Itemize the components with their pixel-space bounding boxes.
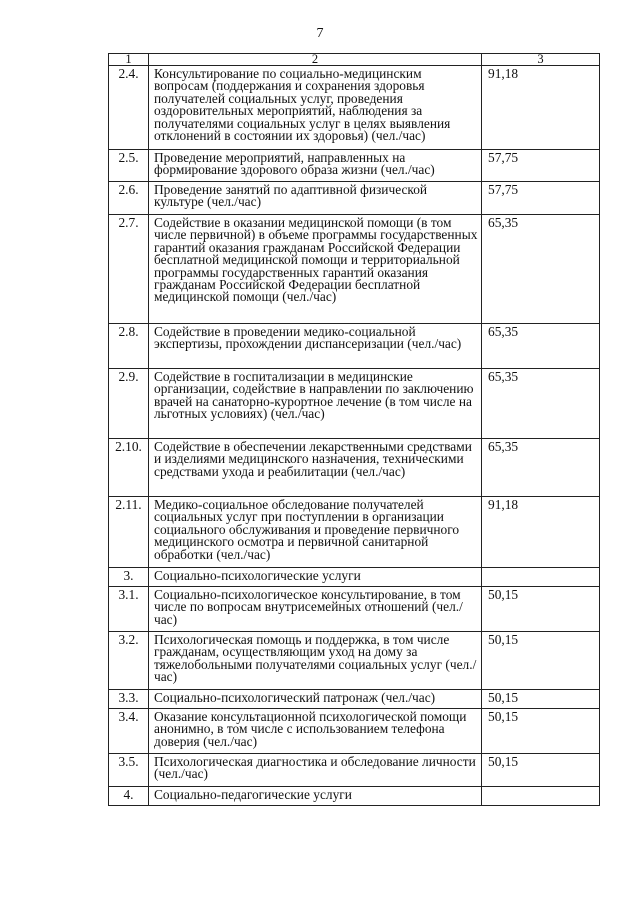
row-description: Психологическая помощь и поддержка, в том числе гражданам, осуществляющим уход на дому за тяжелобольными получателями социальных услуг (чел./час) xyxy=(149,632,482,690)
row-value: 50,15 xyxy=(482,632,600,690)
row-number: 3.3. xyxy=(109,690,149,709)
row-number: 3.2. xyxy=(109,632,149,690)
row-number: 2.5. xyxy=(109,150,149,182)
row-number: 2.7. xyxy=(109,215,149,324)
row-value: 65,35 xyxy=(482,215,600,324)
row-value: 57,75 xyxy=(482,150,600,182)
row-number: 3. xyxy=(109,568,149,587)
table-row xyxy=(109,182,600,215)
table-row xyxy=(109,587,600,632)
row-value: 50,15 xyxy=(482,709,600,754)
row-description: Проведение занятий по адаптивной физической культуре (чел./час) xyxy=(149,182,482,215)
column-header-3: 3 xyxy=(482,54,600,66)
row-value: 50,15 xyxy=(482,690,600,709)
row-value: 91,18 xyxy=(482,66,600,150)
row-number: 2.11. xyxy=(109,497,149,568)
row-number: 2.4. xyxy=(109,66,149,150)
table-header-row xyxy=(109,54,600,66)
row-value: 91,18 xyxy=(482,497,600,568)
table-row xyxy=(109,66,600,150)
table-row xyxy=(109,324,600,369)
row-value: 65,35 xyxy=(482,439,600,497)
row-description: Медико-социальное обследование получателей социальных услуг при поступлении в организации социального обслуживания и проведение первичного медицинского осмотра и первичной санитарной обработки (чел./час) xyxy=(149,497,482,568)
row-value: 65,35 xyxy=(482,324,600,369)
row-description: Оказание консультационной психологической помощи анонимно, в том числе с использованием телефона доверия (чел./час) xyxy=(149,709,482,754)
row-number: 3.5. xyxy=(109,754,149,787)
row-value: 50,15 xyxy=(482,587,600,632)
row-description: Социально-педагогические услуги xyxy=(149,787,482,806)
row-number: 2.8. xyxy=(109,324,149,369)
services-table xyxy=(108,53,600,806)
table-row xyxy=(109,709,600,754)
row-value xyxy=(482,568,600,587)
row-number: 4. xyxy=(109,787,149,806)
table-row xyxy=(109,439,600,497)
row-description: Консультирование по социально-медицинским вопросам (поддержания и сохранения здоровья получателей социальных услуг, проведения оздоровительных мероприятий, наблюдения за получателями социальных услуг в целях выявления отклонений в состоянии их здоровья) (чел./час) xyxy=(149,66,482,150)
row-number: 3.4. xyxy=(109,709,149,754)
table-row xyxy=(109,497,600,568)
table-row xyxy=(109,690,600,709)
table-row xyxy=(109,754,600,787)
row-description: Содействие в госпитализации в медицинские организации, содействие в направлении по заключению врачей на санаторно-курортное лечение (в том числе на льготных условиях) (чел./час) xyxy=(149,369,482,439)
table-row xyxy=(109,632,600,690)
row-description: Содействие в оказании медицинской помощи (в том числе первичной) в объеме программы государственных гарантий оказания гражданам Российской Федерации бесплатной медицинской помощи и территориальной программы государственных гарантий оказания гражданам Российской Федерации бесплатной медицинской помощи (чел./час) xyxy=(149,215,482,324)
table-row xyxy=(109,787,600,806)
row-value: 57,75 xyxy=(482,182,600,215)
row-description: Социально-психологический патронаж (чел./час) xyxy=(149,690,482,709)
row-number: 2.10. xyxy=(109,439,149,497)
table-row xyxy=(109,568,600,587)
row-number: 2.9. xyxy=(109,369,149,439)
row-value: 50,15 xyxy=(482,754,600,787)
row-number: 2.6. xyxy=(109,182,149,215)
table-row xyxy=(109,369,600,439)
table-row xyxy=(109,215,600,324)
page-number: 7 xyxy=(316,26,324,41)
row-description: Социально-психологическое консультирование, в том числе по вопросам внутрисемейных отношений (чел./час) xyxy=(149,587,482,632)
row-number: 3.1. xyxy=(109,587,149,632)
column-header-2: 2 xyxy=(149,54,482,66)
table-row xyxy=(109,150,600,182)
row-value xyxy=(482,787,600,806)
row-value: 65,35 xyxy=(482,369,600,439)
row-description: Содействие в проведении медико-социальной экспертизы, прохождении диспансеризации (чел./час) xyxy=(149,324,482,369)
row-description: Психологическая диагностика и обследование личности (чел./час) xyxy=(149,754,482,787)
row-description: Содействие в обеспечении лекарственными средствами и изделиями медицинского назначения, техническими средствами ухода и реабилитации (чел./час) xyxy=(149,439,482,497)
row-description: Проведение мероприятий, направленных на формирование здорового образа жизни (чел./час) xyxy=(149,150,482,182)
column-header-1: 1 xyxy=(109,54,149,66)
row-description: Социально-психологические услуги xyxy=(149,568,482,587)
